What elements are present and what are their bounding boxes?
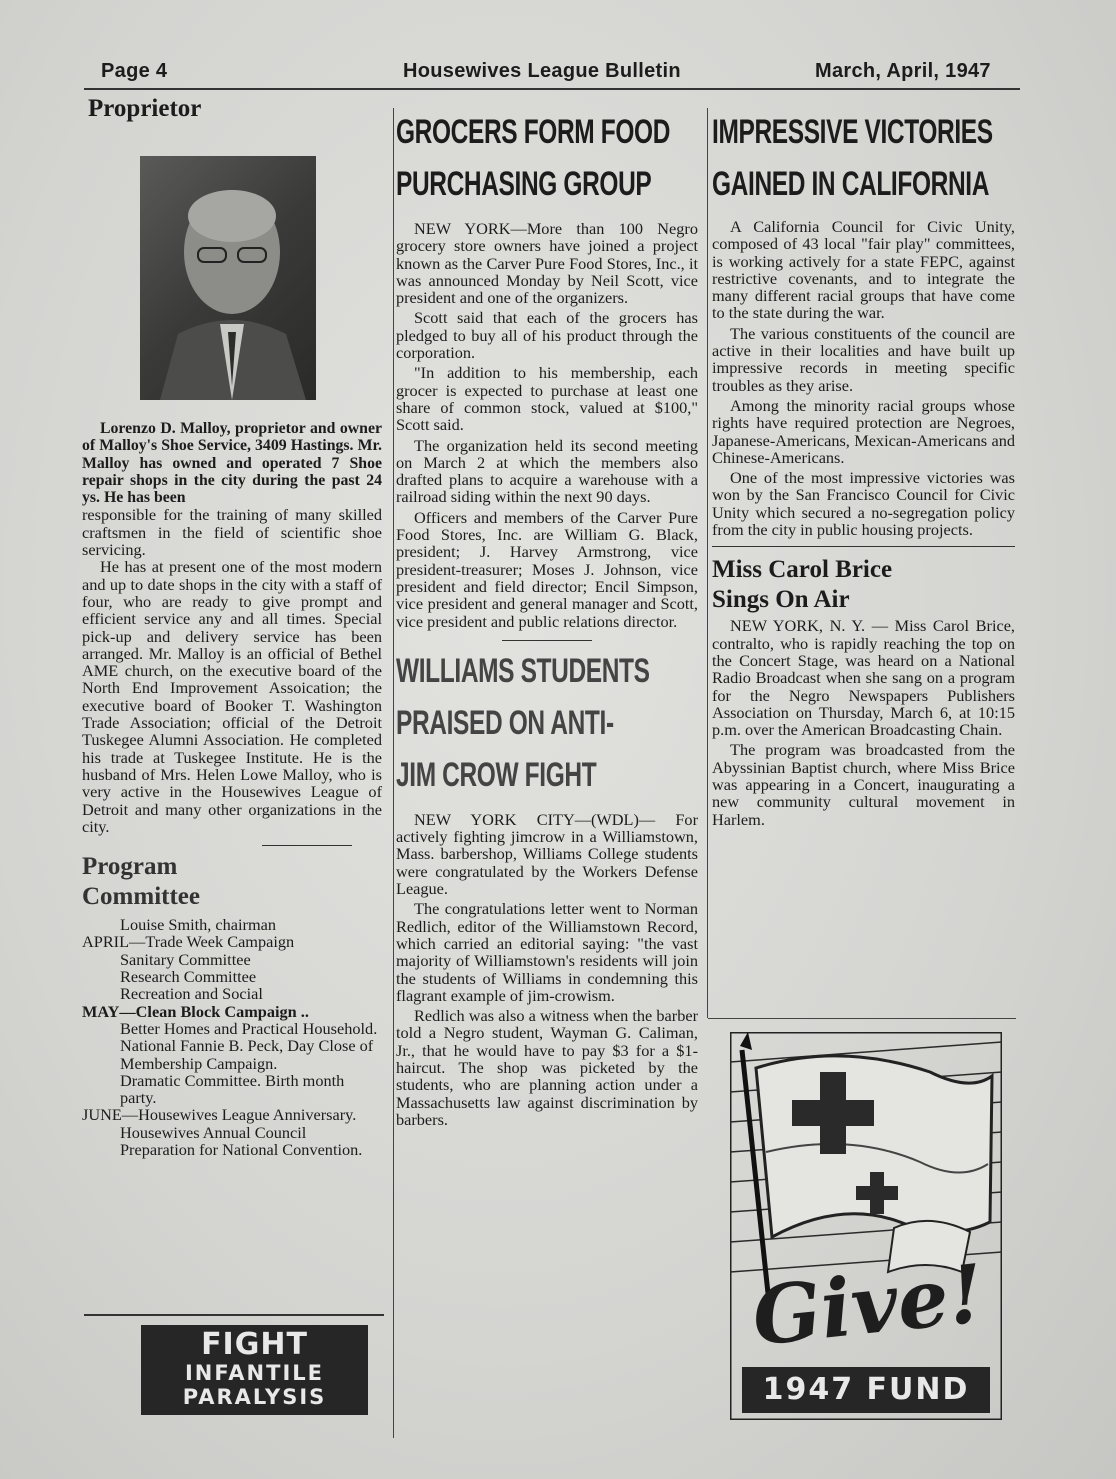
grocers-headline [396, 106, 698, 210]
ad-top-rule [708, 1018, 1016, 1019]
page-number: Page 4 [101, 60, 168, 82]
publication-title: Housewives League Bulletin [403, 60, 681, 82]
ad-paralysis-text: PARALYSIS [182, 1385, 327, 1409]
program-april: APRIL—Trade Week Campaign [82, 932, 295, 952]
california-headline-1: IMPRESSIVE VICTORIES [712, 113, 993, 151]
column-rule-1 [393, 108, 394, 1438]
section-divider [712, 546, 1015, 547]
infantile-paralysis-ad [141, 1325, 368, 1415]
bottom-rule-left [84, 1314, 384, 1316]
williams-paragraph: The congratulations letter went to Norman Redlich, editor of the Williamstown Record, which carried an editorial saying: "the vast majority of Williamstown's residents will join the students of Williams in condemning this flagrant example of jim-crowism. [396, 899, 698, 1005]
give-script-text: Give! [748, 1246, 988, 1364]
program-june-item: Housewives Annual Council Preparation for National Convention. [120, 1122, 363, 1159]
program-heading-1: Program [82, 853, 178, 881]
ad-fight-text: FIGHT [201, 1327, 308, 1362]
brice-headline-2: Sings On Air [712, 586, 850, 614]
program-heading-2: Committee [82, 883, 200, 911]
williams-paragraph: Redlich was also a witness when the barber told a Negro student, Wayman G. Caliman, Jr., that he would have to pay $3 for a $1-haircut. The shop was picketed by the students, who are planning action under a Massachusetts law against discrimination by barbers. [396, 1006, 698, 1129]
column-1 [82, 94, 382, 1158]
grocers-paragraph: Officers and members of the Carver Pure Food Stores, Inc. are William G. Black, president; J. Harvey Armstrong, vice president-treasurer; Moses J. Johnson, vice president and field director; Encil Simpson, vice president and general manager and Scott, vice president and public relations director. [396, 507, 698, 631]
red-cross-ad [730, 1032, 1002, 1420]
grocers-paragraph: The organization held its second meeting on March 2 at which the members also drafted plans to acquire a warehouse with a railroad siding within the next 90 days. [396, 435, 698, 507]
williams-paragraph: NEW YORK CITY—(WDL)— For actively fighting jimcrow in a Williamstown, Mass. barbershop, Williams College students were congratulated by the Workers Defense League. [396, 809, 698, 899]
california-headline [712, 106, 1015, 210]
column-2 [396, 106, 698, 1128]
header-rule [84, 88, 1020, 90]
program-chairman: Louise Smith, chairman [120, 915, 276, 935]
program-may-item: National Fannie B. Peck, Day Close of Membership Campaign. [120, 1036, 374, 1073]
fund-banner: 1947 FUND [742, 1367, 990, 1413]
grocers-paragraph: Scott said that each of the grocers has pledged to buy all of his product through the corporation. [396, 308, 698, 363]
column-rule-2 [707, 108, 708, 1018]
program-april-item: Sanitary Committee [120, 949, 251, 969]
column-3 [712, 106, 1015, 828]
williams-headline [396, 645, 698, 801]
program-april-item: Recreation and Social [120, 984, 263, 1004]
california-paragraph: Among the minority racial groups whose rights have required protection are Negroes, Japanese-Americans, Mexican-Americans and Chinese-Americans. [712, 395, 1015, 467]
williams-headline-1: WILLIAMS STUDENTS [396, 651, 650, 690]
grocers-paragraph: NEW YORK—More than 100 Negro grocery store owners have joined a project known as the Carver Pure Food Stores, Inc., it was announced Monday by Neil Scott, vice president and one of the organizers. [396, 219, 698, 308]
grocers-headline-1: GROCERS FORM FOOD [396, 113, 671, 151]
california-headline-2: GAINED IN CALIFORNIA [712, 165, 990, 203]
program-schedule [82, 916, 382, 1158]
program-april-item: Research Committee [120, 967, 257, 987]
california-paragraph: The various constituents of the council are active in their localities and have built up impressive records in meeting specific troubles as they arise. [712, 323, 1015, 395]
proprietor-photo [140, 156, 316, 400]
williams-headline-3: JIM CROW FIGHT [396, 755, 597, 794]
proprietor-heading: Proprietor [88, 95, 202, 122]
program-june: JUNE—Housewives League Anniversary. [82, 1105, 357, 1125]
california-paragraph: One of the most impressive victories was won by the San Francisco Council for Civic Unity which secured a no-segregation policy from the city in public housing projects. [712, 468, 1015, 540]
grocers-paragraph: "In addition to his membership, each grocer is expected to purchase at least one share of common stock, valued at $100," Scott said. [396, 363, 698, 435]
section-divider [262, 845, 352, 846]
proprietor-body-2: He has at present one of the most modern and up to date shops in the city with a staff of four, who are ready to give prompt and efficient service any and all times. Special pick-up and delivery service has been arranged. Mr. Malloy is an official of Bethel AME church, on the executive board of the North End Improvement Assoication; the executive board of Booker T. Washington Trade Association; official of the Detroit Tuskegee Alumni Association. He completed his trade at Tuskegee Institute. He is the husband of Mrs. Helen Lowe Malloy, who is very active in the Housewives League of Detroit and many other organizations in the city. [82, 557, 382, 836]
proprietor-body-1: responsible for the training of many skilled craftsmen in the field of scientific shoe servicing. [82, 505, 382, 560]
issue-date: March, April, 1947 [815, 60, 991, 82]
brice-paragraph: The program was broadcasted from the Abyssinian Baptist church, where Miss Brice was appearing in a Concert, inaugurating a new community cultural movement in Harlem. [712, 740, 1015, 829]
williams-headline-2: PRAISED ON ANTI- [396, 703, 614, 742]
brice-headline-1: Miss Carol Brice [712, 556, 893, 584]
california-paragraph: A California Council for Civic Unity, composed of 43 local "fair play" committees, is working actively for a state FEPC, against restrictive covenants, and to integrate the many different racial groups that have come to the state during the war. [712, 217, 1015, 323]
proprietor-caption: Lorenzo D. Malloy, proprietor and owner of Malloy's Shoe Service, 3409 Hastings. Mr. Malloy has owned and operated 7 Shoe repair shops in the city during the past 24 ys. He has been [82, 420, 382, 507]
program-may-item: Dramatic Committee. Birth month party. [120, 1070, 345, 1108]
program-may: MAY—Clean Block Campaign .. [82, 1001, 309, 1021]
brice-paragraph: NEW YORK, N. Y. — Miss Carol Brice, contralto, who is rapidly reaching the top on the Concert Stage, was heard on a National Radio Broadcast when she sang on a program for the Negro Newspapers Publishers Association on Thursday, March 6, at 10:15 p.m. over the American Broadcasting Chain. [712, 616, 1015, 740]
grocers-headline-2: PURCHASING GROUP [396, 165, 652, 203]
ad-infantile-text: INFANTILE [184, 1361, 325, 1385]
section-divider [502, 640, 592, 641]
program-may-item: Better Homes and Practical Household. [120, 1018, 378, 1038]
